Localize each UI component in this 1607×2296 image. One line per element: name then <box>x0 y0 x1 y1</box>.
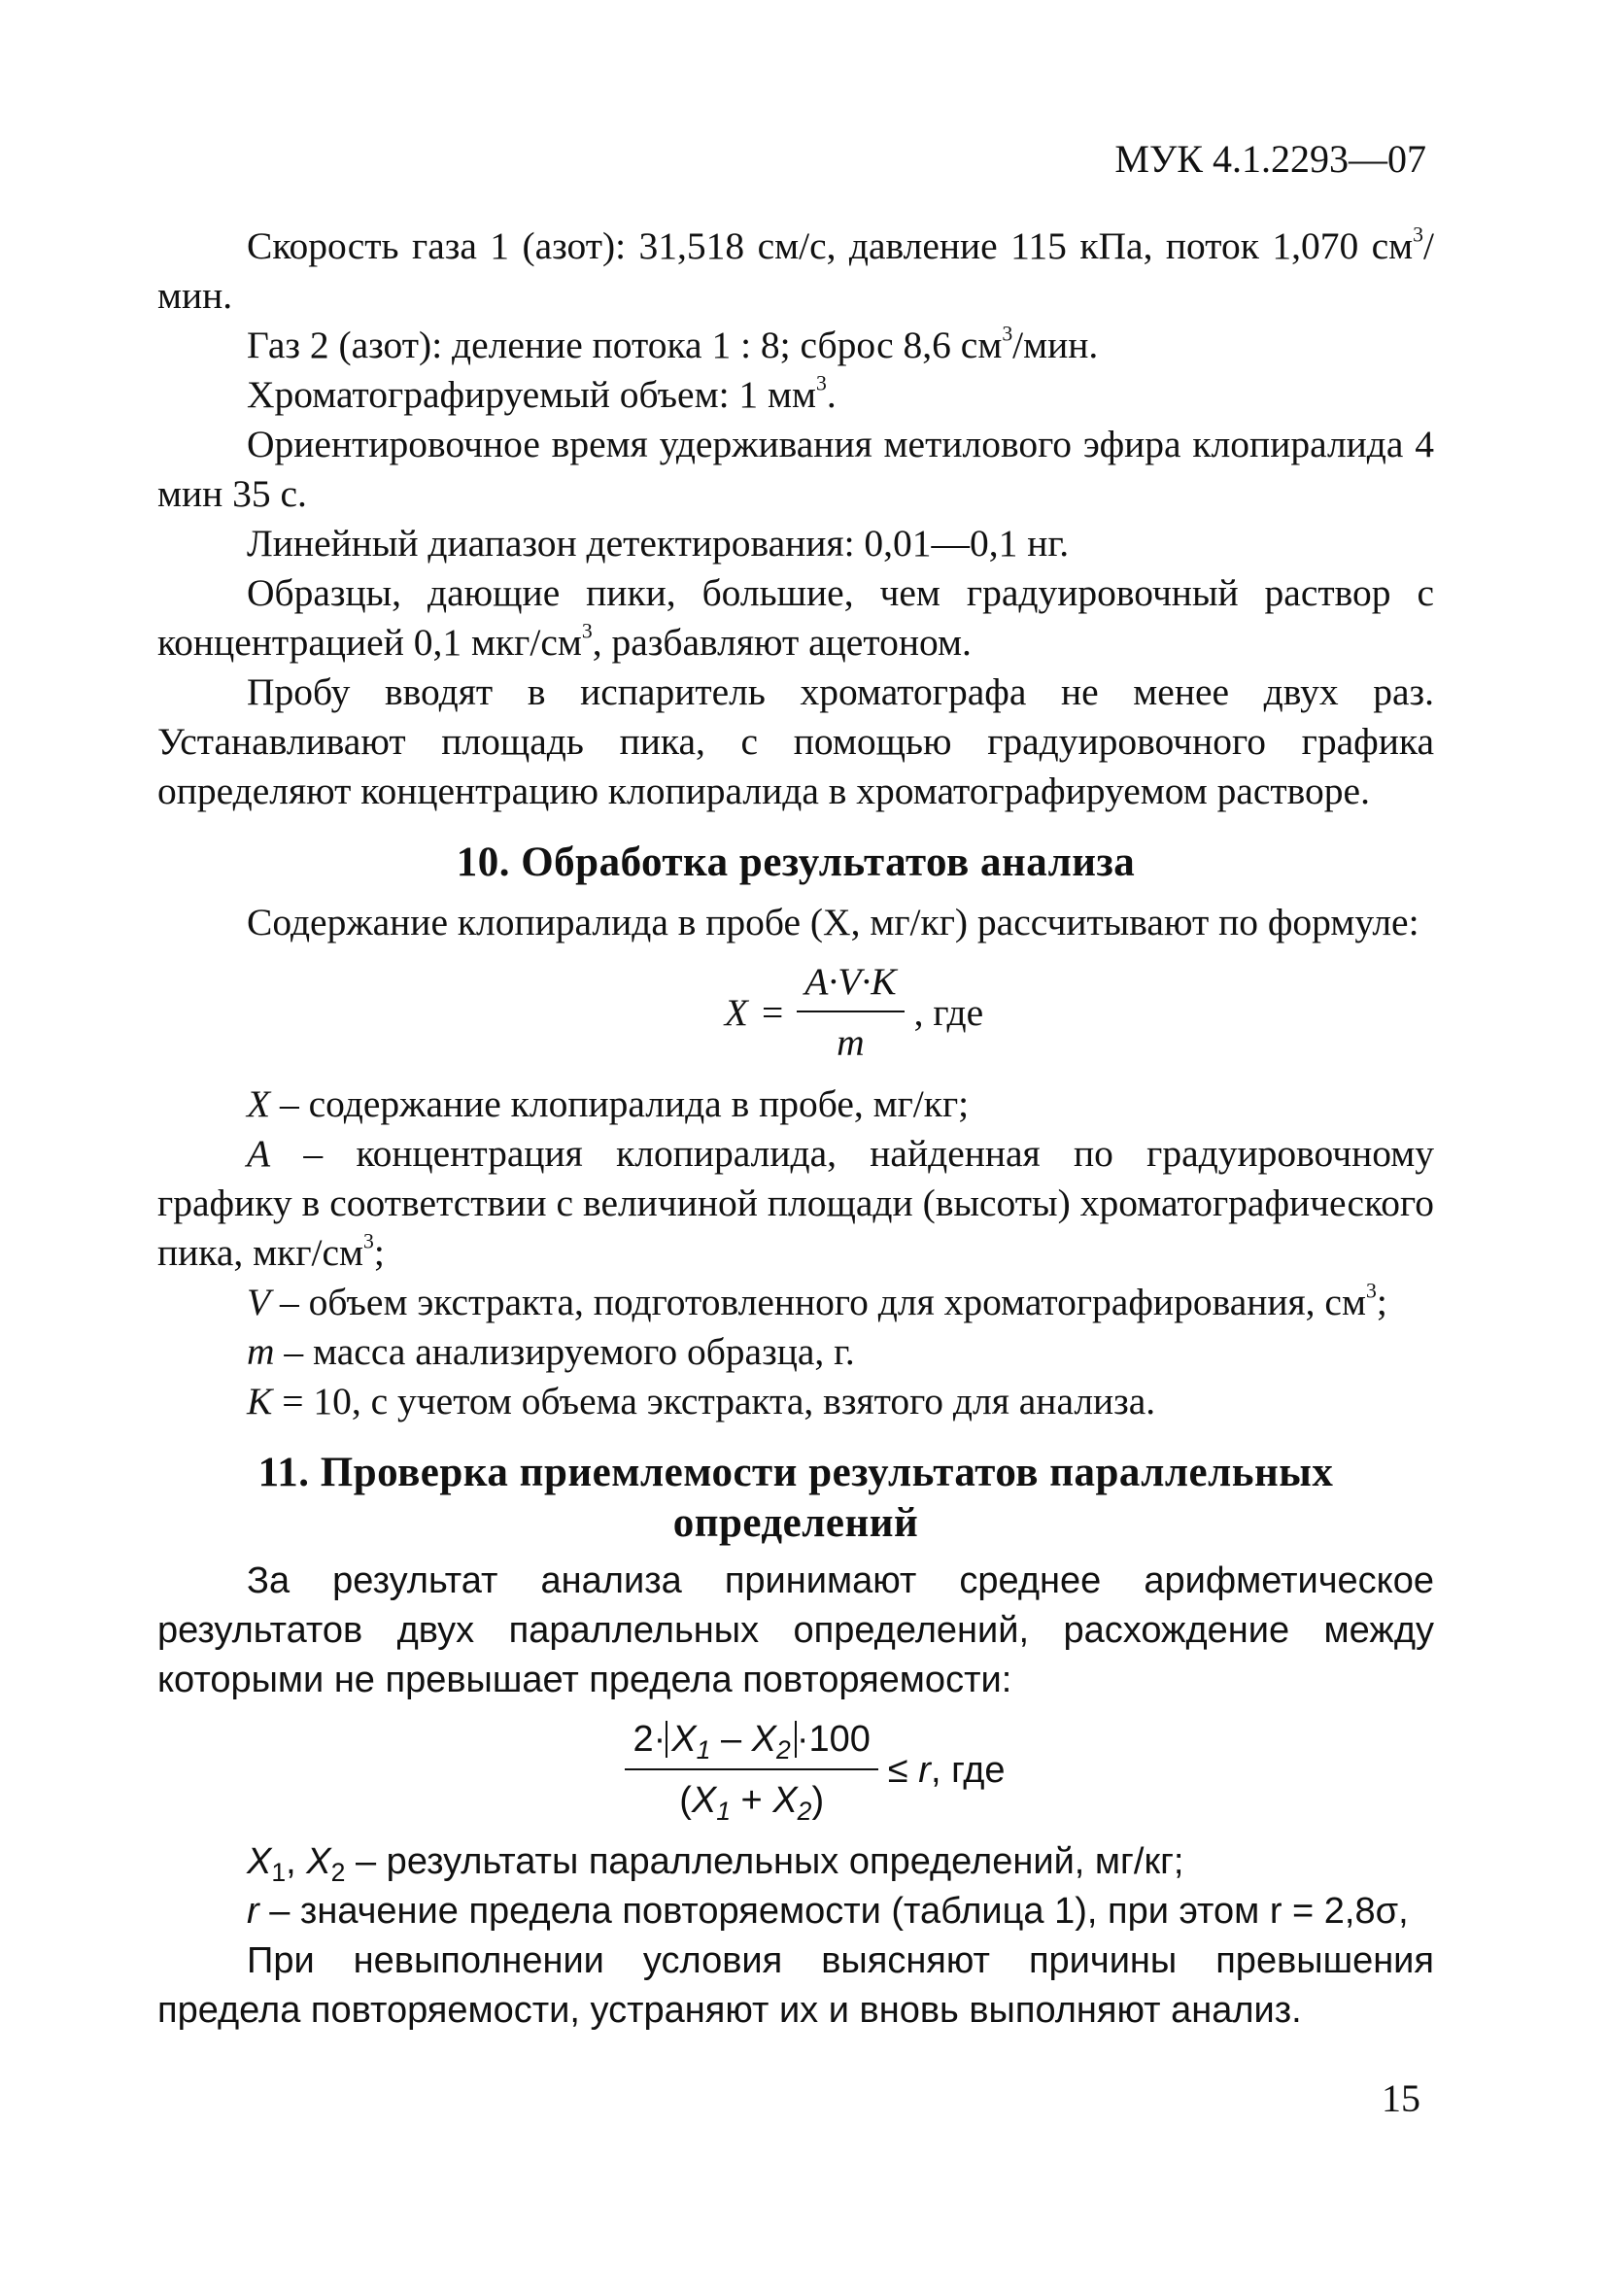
subscript: 2 <box>797 1796 812 1826</box>
definition-a <box>157 1129 1434 1278</box>
text: ; <box>373 1231 385 1274</box>
text: /мин. <box>1012 324 1099 366</box>
subscript: 1 <box>271 1857 287 1887</box>
subscript: 1 <box>696 1734 711 1765</box>
text: ( <box>679 1780 692 1821</box>
text: – масса анализируемого образца, г. <box>274 1330 855 1373</box>
text: 2· <box>633 1719 667 1760</box>
definition-v <box>157 1278 1434 1327</box>
superscript: 3 <box>816 371 827 395</box>
text: = 10, с учетом объема экстракта, взятого для анализа. <box>272 1380 1156 1422</box>
text: – <box>710 1719 752 1760</box>
section-11-final: При невыполнении условия выясняют причины превышения предела повторяемости, устраняют их и вновь выполняют анализ. <box>157 1940 1434 2031</box>
subscript: 2 <box>330 1857 346 1887</box>
text: – концентрация клопиралида, найденная по градуировочному графику в соответствии с величиной площади (высоты) хроматографического пика, мкг/см <box>157 1132 1434 1274</box>
page-content <box>157 222 1434 2036</box>
paragraph-volume <box>157 370 1434 420</box>
superscript: 3 <box>1365 1279 1377 1303</box>
text: Образцы, дающие пики, большие, чем градуировочный раствор с концентрацией 0,1 мкг/см <box>157 571 1434 664</box>
symbol: X <box>772 1780 798 1821</box>
text: , где <box>930 1749 1006 1791</box>
page-number: 15 <box>1382 2076 1420 2120</box>
absolute-value <box>666 1719 797 1765</box>
formula-fraction <box>797 957 904 1068</box>
paragraph-injection: Пробу вводят в испаритель хроматографа не менее двух раз. Устанавливают площадь пика, с помощью градуировочного графика определяют концентрацию клопиралида в хроматографируемом растворе. <box>157 670 1434 812</box>
text: ≤ <box>887 1749 919 1791</box>
symbol: X <box>247 1082 271 1125</box>
text: ) <box>811 1780 825 1821</box>
formula-denominator: m <box>837 1021 865 1064</box>
text: ·100 <box>796 1719 871 1760</box>
formula-relation <box>888 1746 1006 1796</box>
definition-k <box>157 1377 1434 1426</box>
formula-numerator <box>625 1715 877 1770</box>
text: – содержание клопиралида в пробе, мг/кг; <box>270 1082 970 1125</box>
paragraph-retention-time: Ориентировочное время удерживания метилового эфира клопиралида 4 мин 35 с. <box>157 423 1434 515</box>
definition-x1-x2 <box>157 1837 1434 1887</box>
formula-lhs: X <box>724 990 748 1034</box>
subscript: 2 <box>776 1734 791 1765</box>
symbol: X <box>306 1841 331 1882</box>
text: + <box>731 1780 773 1821</box>
paragraph-linear-range: Линейный диапазон детектирования: 0,01—0,1 нг. <box>247 522 1070 565</box>
text: – результаты параллельных определений, мг/кг; <box>345 1841 1184 1882</box>
formula-tail: , где <box>913 990 984 1034</box>
formula-numerator: A·V·K <box>797 957 904 1012</box>
superscript: 3 <box>363 1229 374 1253</box>
paragraph-gas2 <box>157 321 1434 370</box>
definition-x <box>157 1079 1434 1129</box>
symbol: X <box>671 1719 697 1760</box>
text: Газ 2 (азот): деление потока 1 : 8; сброс 8,6 см <box>247 324 1003 366</box>
symbol: r <box>918 1749 931 1791</box>
text: /мин. <box>157 224 1434 317</box>
symbol: r <box>247 1891 259 1932</box>
formula-repeatability <box>196 1715 1434 1826</box>
symbol: V <box>247 1281 271 1323</box>
subscript: 1 <box>716 1796 731 1826</box>
text: . <box>826 373 837 416</box>
section-11-body <box>157 1557 1434 2036</box>
text: – значение предела повторяемости (таблица 1), при этом r = 2,8σ, <box>258 1891 1409 1932</box>
section-11-heading: 11. Проверка приемлемости результатов параллельных определений <box>257 1450 1334 1546</box>
symbol: X <box>751 1719 777 1760</box>
text: , разбавляют ацетоном. <box>592 621 972 664</box>
text: Скорость газа 1 (азот): 31,518 см/с, давление 115 кПа, поток 1,070 см <box>247 224 1414 267</box>
text: – объем экстракта, подготовленного для хроматографирования, см <box>270 1281 1366 1323</box>
text: Хроматографируемый объем: 1 мм <box>247 373 817 416</box>
definition-r <box>157 1887 1434 1936</box>
section-10-heading: 10. Обработка результатов анализа <box>456 840 1136 885</box>
symbol: A <box>247 1132 271 1175</box>
formula-x <box>274 957 1434 1068</box>
symbol: X <box>691 1780 717 1821</box>
paragraph-gas1 <box>157 222 1434 321</box>
definition-m <box>157 1327 1434 1377</box>
symbol: X <box>247 1841 272 1882</box>
paragraph-samples <box>157 568 1434 668</box>
superscript: 3 <box>581 619 593 643</box>
superscript: 3 <box>1413 223 1424 247</box>
section-11-intro: За результат анализа принимают среднее арифметическое результатов двух параллельных определений, расхождение между которыми не превышает предела повторяемости: <box>157 1560 1434 1700</box>
formula-equals: = <box>761 990 784 1034</box>
section-10-intro: Содержание клопиралида в пробе (X, мг/кг) рассчитывают по формуле: <box>247 901 1419 943</box>
superscript: 3 <box>1002 322 1013 346</box>
formula-fraction <box>625 1715 877 1826</box>
document-code-header: МУК 4.1.2293—07 <box>1114 137 1426 181</box>
text: , <box>286 1841 307 1882</box>
symbol: K <box>247 1380 273 1422</box>
symbol: m <box>247 1330 275 1373</box>
formula-denominator <box>679 1770 824 1826</box>
text: ; <box>1376 1281 1387 1323</box>
